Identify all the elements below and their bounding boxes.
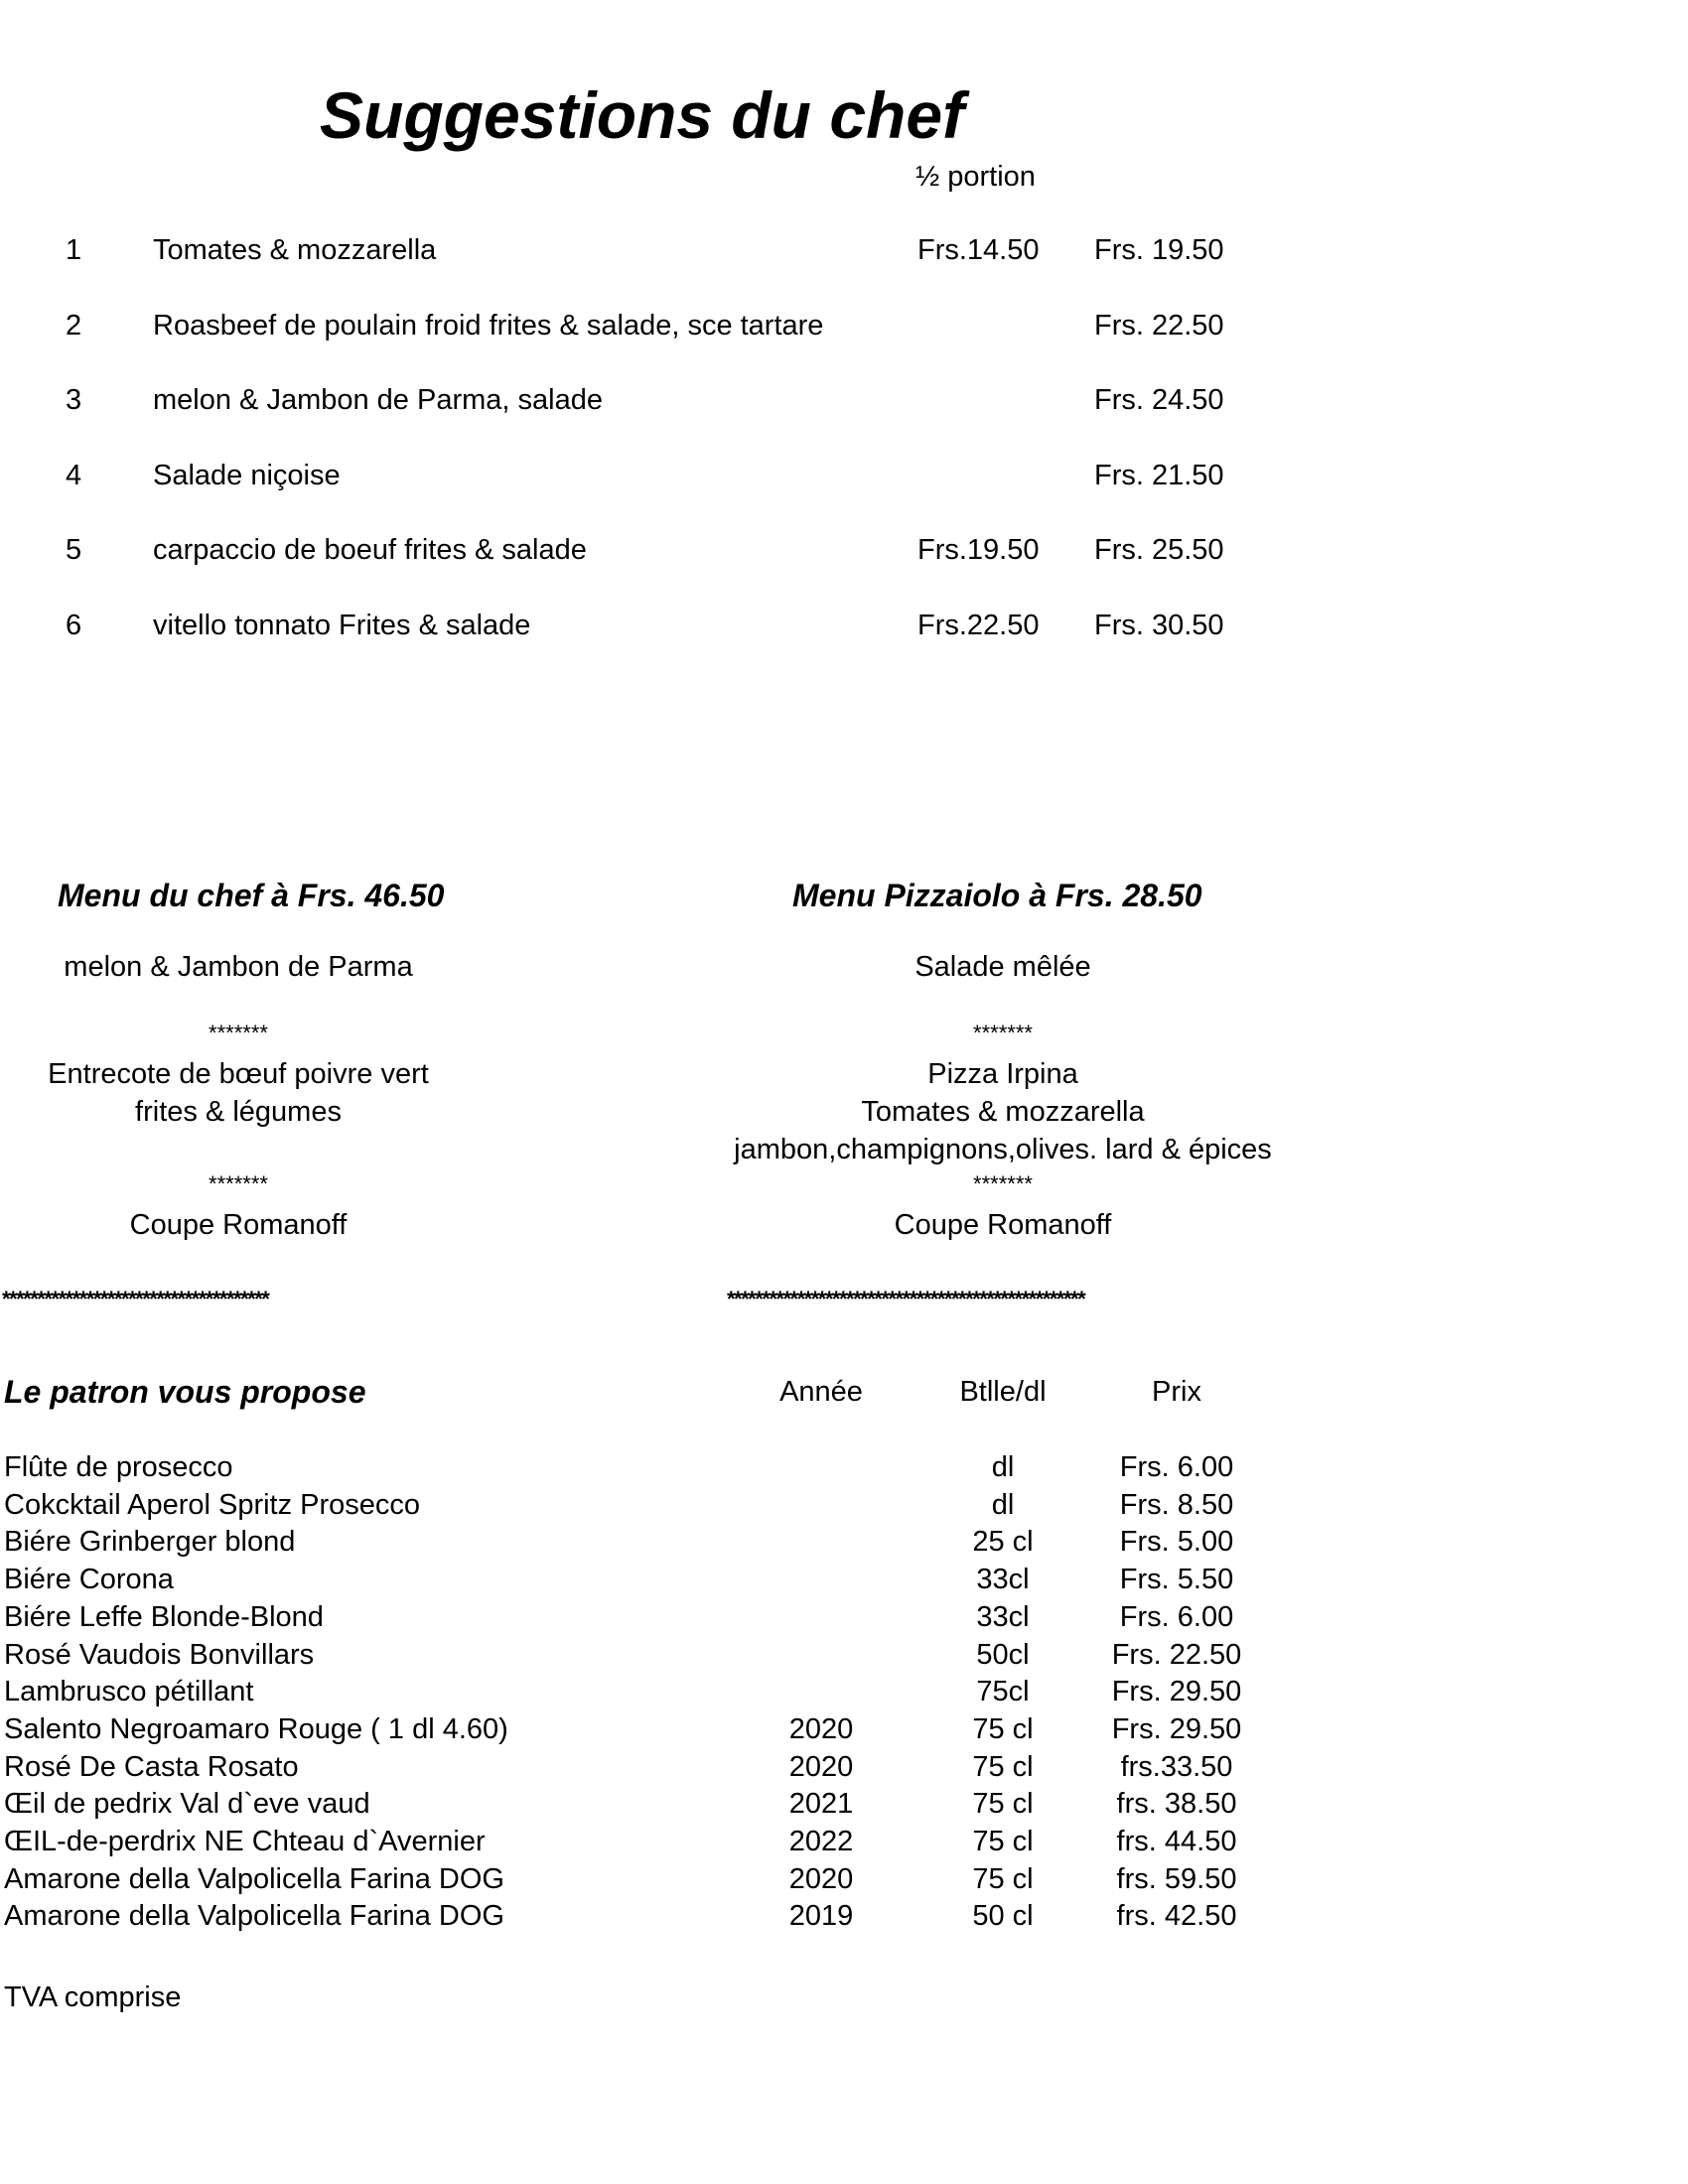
drink-price: Frs. 5.00 bbox=[1119, 1526, 1234, 1559]
drink-row bbox=[0, 1489, 1291, 1527]
drink-size: 50cl bbox=[976, 1638, 1030, 1671]
suggestion-full-price: Frs. 21.50 bbox=[1094, 459, 1224, 491]
drink-row bbox=[0, 1564, 1291, 1601]
menu-chef-separator: ******* bbox=[209, 1021, 268, 1045]
menu-chef-heading: Menu du chef à Frs. 46.50 bbox=[58, 878, 445, 913]
suggestion-name: Salade niçoise bbox=[153, 459, 341, 491]
drink-name: Amarone della Valpolicella Farina DOG bbox=[4, 1862, 504, 1895]
column-header-price: Prix bbox=[1152, 1376, 1201, 1408]
suggestion-name: vitello tonnato Frites & salade bbox=[153, 610, 531, 641]
drink-row bbox=[0, 1526, 1291, 1564]
suggestion-half-price: Frs.22.50 bbox=[917, 610, 1040, 641]
suggestion-row bbox=[0, 384, 1291, 424]
drink-year: 2019 bbox=[788, 1900, 854, 1933]
footer-note: TVA comprise bbox=[4, 1981, 182, 2013]
drink-name: Biére Corona bbox=[4, 1564, 174, 1596]
drink-name: Biére Grinberger blond bbox=[4, 1526, 296, 1559]
suggestion-name: carpaccio de boeuf frites & salade bbox=[153, 534, 587, 567]
suggestion-number: 5 bbox=[66, 534, 82, 567]
suggestion-full-price: Frs. 30.50 bbox=[1094, 610, 1224, 641]
menu-chef-main-line2: frites & légumes bbox=[135, 1096, 342, 1128]
drink-year: 2020 bbox=[788, 1862, 854, 1895]
suggestion-half-price: Frs.14.50 bbox=[917, 234, 1040, 266]
suggestion-half-price: Frs.19.50 bbox=[917, 534, 1040, 567]
drink-row bbox=[0, 1788, 1291, 1826]
drink-size: dl bbox=[991, 1488, 1015, 1521]
drink-year: 2021 bbox=[788, 1788, 854, 1821]
drink-size: dl bbox=[991, 1451, 1015, 1483]
drink-price: Frs. 29.50 bbox=[1111, 1712, 1242, 1745]
drink-size: 75cl bbox=[976, 1676, 1030, 1708]
drink-year: 2020 bbox=[788, 1750, 854, 1783]
drink-name: Amarone della Valpolicella Farina DOG bbox=[4, 1900, 504, 1933]
drink-size: 75 cl bbox=[972, 1862, 1034, 1895]
drink-row bbox=[0, 1451, 1291, 1489]
drink-name: Salento Negroamaro Rouge ( 1 dl 4.60) bbox=[4, 1712, 508, 1745]
suggestion-number: 4 bbox=[66, 459, 82, 491]
drink-size: 75 cl bbox=[972, 1712, 1034, 1745]
suggestion-number: 1 bbox=[66, 234, 82, 266]
menu-pizzaiolo-main-line1: Pizza Irpina bbox=[927, 1058, 1078, 1090]
suggestion-row bbox=[0, 460, 1291, 499]
drink-price: Frs. 6.00 bbox=[1119, 1600, 1234, 1633]
menu-pizzaiolo-main-line2: Tomates & mozzarella bbox=[861, 1096, 1145, 1128]
drink-price: frs.33.50 bbox=[1120, 1750, 1233, 1783]
drink-name: ŒIL-de-perdrix NE Chteau d`Avernier bbox=[4, 1826, 486, 1857]
suggestion-full-price: Frs. 19.50 bbox=[1094, 234, 1224, 266]
menu-pizzaiolo-separator: ******* bbox=[973, 1021, 1033, 1045]
drink-price: frs. 59.50 bbox=[1116, 1862, 1237, 1895]
suggestion-row bbox=[0, 534, 1291, 574]
suggestion-name: Tomates & mozzarella bbox=[153, 234, 437, 266]
page-title: Suggestions du chef bbox=[320, 78, 965, 152]
column-header-size: Btlle/dl bbox=[959, 1376, 1047, 1408]
drink-size: 75 cl bbox=[972, 1826, 1034, 1857]
drink-price: frs. 44.50 bbox=[1116, 1826, 1237, 1857]
suggestion-name: Roasbeef de poulain froid frites & salade, sce tartare bbox=[153, 309, 824, 341]
drink-name: Œil de pedrix Val d`eve vaud bbox=[4, 1788, 370, 1821]
drink-price: Frs. 8.50 bbox=[1119, 1488, 1234, 1521]
drink-row bbox=[0, 1639, 1291, 1677]
drink-size: 33cl bbox=[976, 1600, 1030, 1633]
column-header-year: Année bbox=[779, 1376, 863, 1408]
star-divider-left: ************************************** bbox=[2, 1287, 269, 1311]
drink-size: 75 cl bbox=[972, 1750, 1034, 1783]
drink-size: 50 cl bbox=[972, 1900, 1034, 1933]
menu-pizzaiolo-main-line3: jambon,champignons,olives. lard & épices bbox=[734, 1134, 1272, 1165]
drink-price: Frs. 29.50 bbox=[1111, 1676, 1242, 1708]
drink-row bbox=[0, 1676, 1291, 1713]
drink-year: 2020 bbox=[788, 1712, 854, 1745]
drink-price: frs. 38.50 bbox=[1116, 1788, 1237, 1821]
suggestion-row bbox=[0, 234, 1291, 274]
drink-row bbox=[0, 1713, 1291, 1751]
drink-name: Cokcktail Aperol Spritz Prosecco bbox=[4, 1488, 421, 1521]
drink-row bbox=[0, 1826, 1291, 1863]
menu-chef-starter: melon & Jambon de Parma bbox=[64, 951, 413, 983]
suggestion-row bbox=[0, 610, 1291, 649]
drink-row bbox=[0, 1751, 1291, 1789]
drink-name: Flûte de prosecco bbox=[4, 1451, 233, 1483]
suggestion-number: 6 bbox=[66, 610, 82, 641]
drink-name: Rosé Vaudois Bonvillars bbox=[4, 1638, 315, 1671]
menu-pizzaiolo-heading: Menu Pizzaiolo à Frs. 28.50 bbox=[792, 878, 1202, 913]
menu-chef-separator: ******* bbox=[209, 1171, 268, 1196]
drink-size: 25 cl bbox=[972, 1526, 1034, 1559]
menu-pizzaiolo-dessert: Coupe Romanoff bbox=[894, 1209, 1112, 1241]
suggestion-number: 3 bbox=[66, 384, 82, 417]
drink-row bbox=[0, 1601, 1291, 1639]
drink-row bbox=[0, 1900, 1291, 1938]
patron-heading: Le patron vous propose bbox=[4, 1374, 366, 1410]
drink-name: Lambrusco pétillant bbox=[4, 1676, 254, 1708]
drink-year: 2022 bbox=[788, 1826, 854, 1857]
menu-pizzaiolo-separator: ******* bbox=[973, 1171, 1033, 1196]
drink-price: Frs. 22.50 bbox=[1111, 1638, 1242, 1671]
suggestion-number: 2 bbox=[66, 309, 82, 341]
star-divider-right: *************************************************** bbox=[727, 1287, 1085, 1311]
menu-chef-main-line1: Entrecote de bœuf poivre vert bbox=[48, 1058, 429, 1090]
suggestion-full-price: Frs. 22.50 bbox=[1094, 309, 1224, 341]
drink-size: 33cl bbox=[976, 1564, 1030, 1596]
menu-chef-dessert: Coupe Romanoff bbox=[129, 1209, 348, 1241]
suggestion-full-price: Frs. 25.50 bbox=[1094, 534, 1224, 567]
drink-row bbox=[0, 1863, 1291, 1901]
drink-price: Frs. 6.00 bbox=[1119, 1451, 1234, 1483]
half-portion-header: ½ portion bbox=[915, 161, 1036, 193]
drink-name: Rosé De Casta Rosato bbox=[4, 1750, 299, 1783]
drink-price: Frs. 5.50 bbox=[1119, 1564, 1234, 1596]
suggestion-name: melon & Jambon de Parma, salade bbox=[153, 384, 603, 417]
menu-pizzaiolo-starter: Salade mêlée bbox=[914, 951, 1091, 983]
drink-price: frs. 42.50 bbox=[1116, 1900, 1237, 1933]
drink-name: Biére Leffe Blonde-Blond bbox=[4, 1600, 324, 1633]
drink-size: 75 cl bbox=[972, 1788, 1034, 1821]
suggestion-row bbox=[0, 310, 1291, 349]
suggestion-full-price: Frs. 24.50 bbox=[1094, 384, 1224, 417]
